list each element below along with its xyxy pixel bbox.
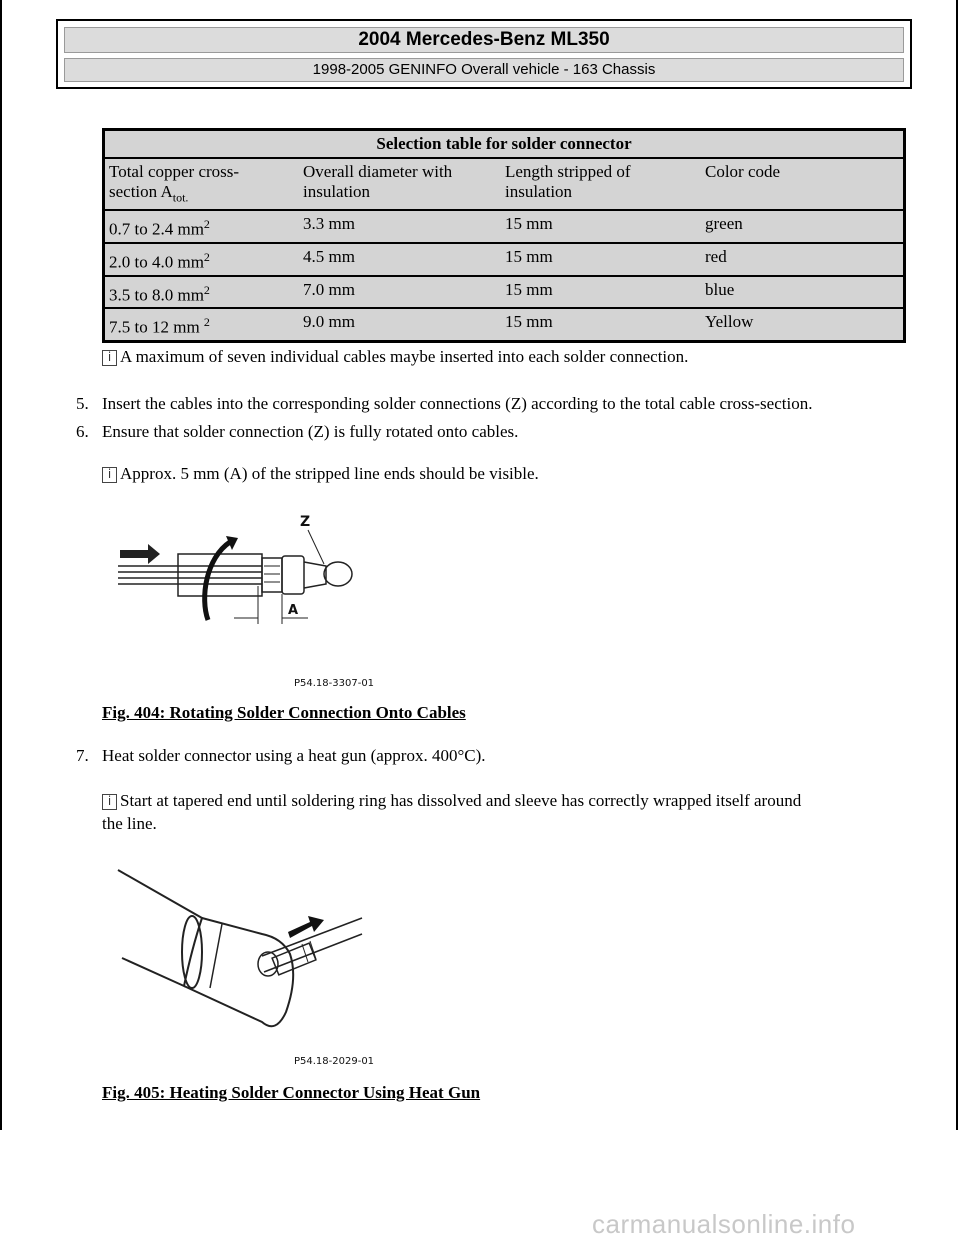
solder-connector-table [102, 128, 906, 343]
note-start-tapered: i Start at tapered end until soldering ring has dissolved and sleeve has correctly wrapped itself around [102, 790, 801, 812]
figure-404-label-z: Z [300, 514, 311, 530]
col-header-length: Length stripped of insulation [501, 158, 701, 210]
note-stripped-visible: i Approx. 5 mm (A) of the stripped line ends should be visible. [102, 463, 539, 485]
watermark: carmanualsonline.info [592, 1209, 856, 1239]
figure-404-label-a: A [288, 603, 299, 618]
step-5: 5. Insert the cables into the corresponding solder connections (Z) according to the total cable cross-section. [76, 394, 813, 413]
table-row: 2.0 to 4.0 $mm^2$ 4.5 mm 15 mm red [104, 243, 905, 276]
info-icon: i [102, 467, 117, 483]
page-border-right [956, 0, 958, 1130]
table-caption: Selection table for solder connector [104, 130, 905, 159]
col-header-cross-section: Total copper cross- section $A_{tot.}$ [104, 158, 300, 210]
figure-405-image [112, 858, 374, 1068]
page-header [56, 19, 912, 89]
table-row: 3.5 to 8.0 $mm^2$ 7.0 mm 15 mm blue [104, 276, 905, 309]
figure-404-caption: Fig. 404: Rotating Solder Connection Onto Cables [102, 703, 466, 722]
step-7: 7. Heat solder connector using a heat gun (approx. 400°C). [76, 746, 486, 765]
table-row: 0.7 to 2.4 $mm^2$ 3.3 mm 15 mm green [104, 210, 905, 243]
info-icon: i [102, 794, 117, 810]
page-border-left [0, 0, 2, 1130]
step-6: 6. Ensure that solder connection (Z) is fully rotated onto cables. [76, 422, 519, 441]
header-subtitle: 1998-2005 GENINFO Overall vehicle - 163 Chassis [64, 58, 904, 82]
col-header-color: Color code [701, 158, 905, 210]
note-start-tapered-line2: the line. [102, 814, 157, 833]
figure-404-image [112, 508, 374, 692]
figure-405-caption: Fig. 405: Heating Solder Connector Using Heat Gun [102, 1083, 481, 1102]
header-title: 2004 Mercedes-Benz ML350 [64, 27, 904, 53]
info-icon: i [102, 350, 117, 366]
col-header-diameter: Overall diameter with insulation [299, 158, 501, 210]
figure-405-code: P54.18-2029-01 [294, 1056, 374, 1067]
table-header-row [104, 158, 905, 210]
table-row: 7.5 to 12 mm $^2$ 9.0 mm 15 mm Yellow [104, 308, 905, 341]
figure-404-code: P54.18-3307-01 [294, 678, 374, 689]
note-max-cables: i A maximum of seven individual cables maybe inserted into each solder connection. [102, 346, 688, 368]
